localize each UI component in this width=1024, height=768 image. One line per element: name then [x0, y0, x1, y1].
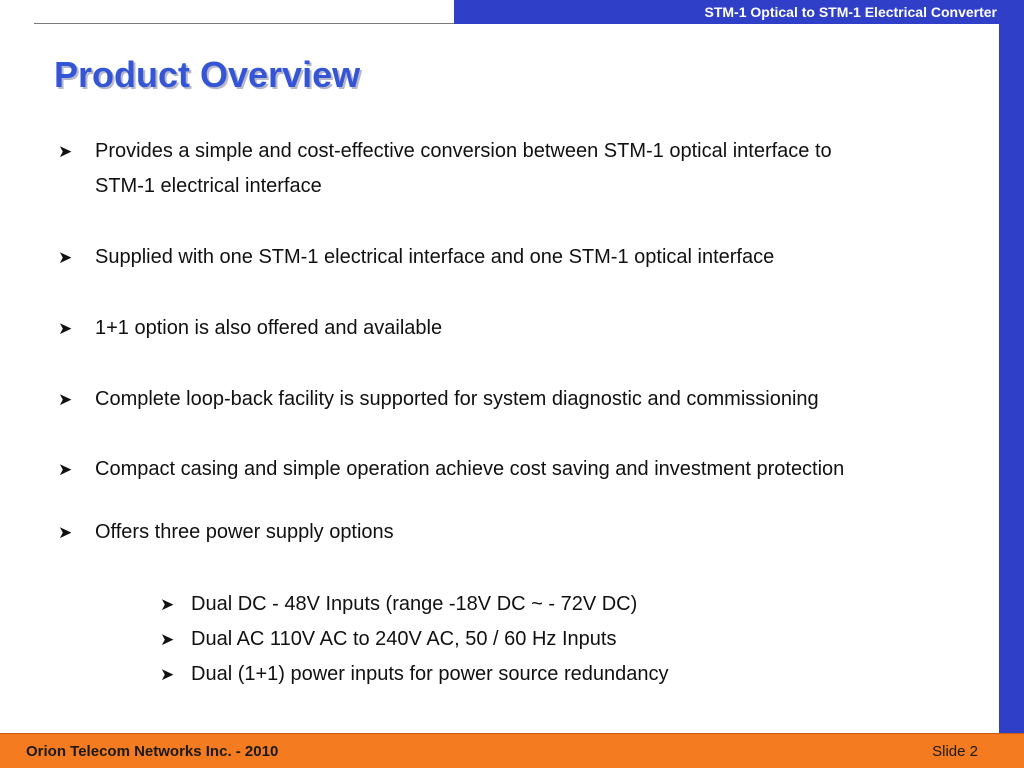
sub-bullet-item — [160, 587, 860, 622]
slide-title: Product Overview — [54, 54, 361, 95]
slide-number: Slide 2 — [932, 743, 978, 760]
header-divider — [34, 23, 454, 24]
bullet-text: Offers three power supply options — [95, 521, 394, 543]
right-arrowhead-icon: ➤ — [160, 665, 175, 684]
bullet-item — [58, 452, 958, 487]
right-arrowhead-icon: ➤ — [58, 142, 73, 161]
bullet-item — [58, 382, 958, 417]
right-arrowhead-icon: ➤ — [58, 248, 73, 267]
footer-bar — [0, 733, 1024, 768]
right-arrowhead-icon: ➤ — [160, 630, 175, 649]
bullet-text-continued: STM-1 electrical interface — [95, 175, 322, 197]
sub-bullet-text: Dual AC 110V AC to 240V AC, 50 / 60 Hz Inputs — [191, 628, 617, 650]
bullet-item — [58, 134, 958, 204]
right-arrowhead-icon: ➤ — [58, 390, 73, 409]
bullet-item — [58, 515, 958, 550]
right-arrowhead-icon: ➤ — [58, 523, 73, 542]
footer-company: Orion Telecom Networks Inc. - 2010 — [26, 743, 279, 760]
bullet-text: Complete loop-back facility is supported for system diagnostic and commissioning — [95, 388, 819, 410]
bullet-text: 1+1 option is also offered and available — [95, 317, 443, 339]
sub-bullet-text: Dual (1+1) power inputs for power source redundancy — [191, 663, 669, 685]
sub-bullet-text: Dual DC - 48V Inputs (range -18V DC ~ - 72V DC) — [191, 593, 638, 615]
right-arrowhead-icon: ➤ — [58, 460, 73, 479]
sub-bullet-item — [160, 657, 860, 692]
bullet-item — [58, 240, 958, 275]
bullet-text: Compact casing and simple operation achieve cost saving and investment protection — [95, 458, 845, 480]
right-accent-bar — [999, 0, 1024, 733]
sub-bullet-item — [160, 622, 860, 657]
bullet-text: Provides a simple and cost-effective conversion between STM-1 optical interface to — [95, 140, 832, 162]
right-arrowhead-icon: ➤ — [58, 319, 73, 338]
bullet-text: Supplied with one STM-1 electrical interface and one STM-1 optical interface — [95, 246, 775, 268]
header-banner: STM-1 Optical to STM-1 Electrical Converter — [454, 0, 999, 24]
right-arrowhead-icon: ➤ — [160, 595, 175, 614]
bullet-item — [58, 311, 958, 346]
